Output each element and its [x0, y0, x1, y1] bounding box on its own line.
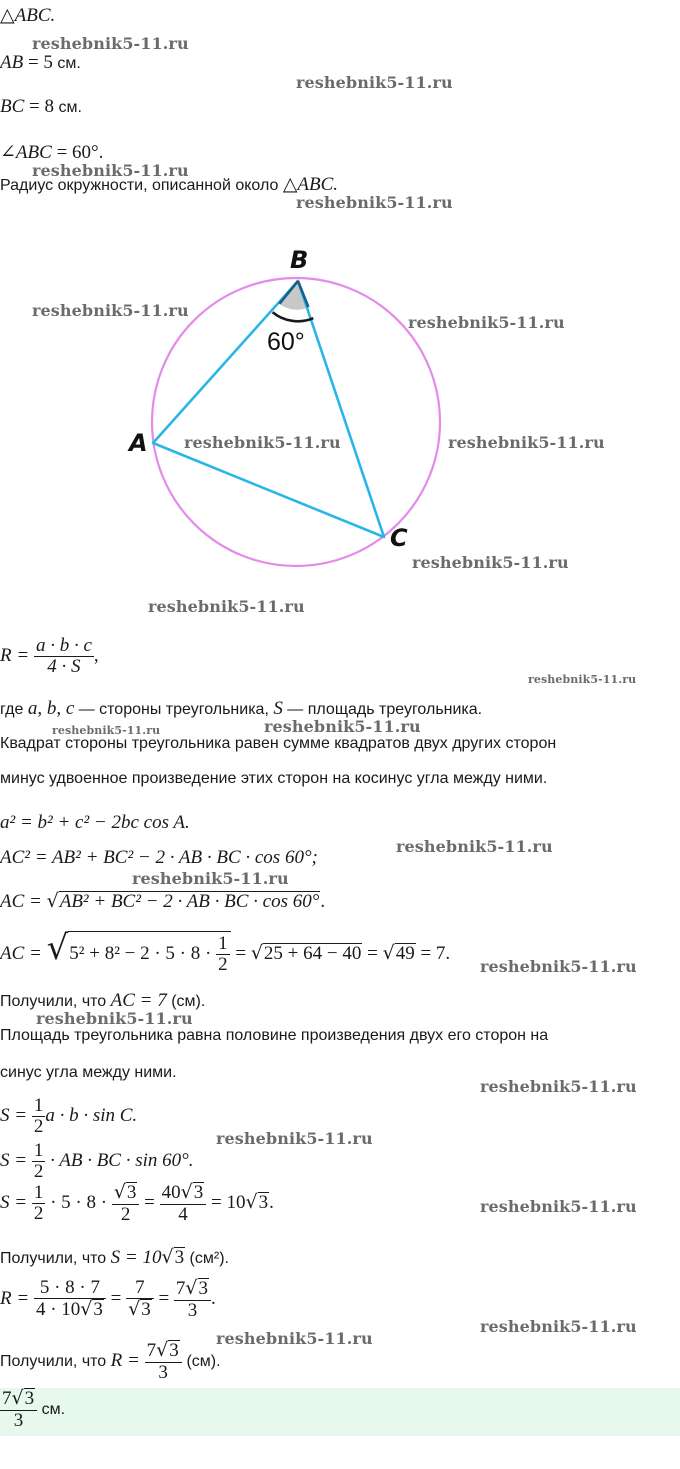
given-angle: ∠ABC = 60°. — [0, 142, 104, 163]
eq-ac-squared: AC² = AB² + BC² − 2 · AB · BC · cos 60°; — [0, 847, 318, 868]
watermark: reshebnik5-11.ru — [396, 837, 553, 856]
cosine-rule-line2: минус удвоенное произведение этих сторон на косинус угла между ними. — [0, 770, 548, 787]
watermark: reshebnik5-11.ru — [264, 717, 421, 736]
area-rule-line2: синус угла между ними. — [0, 1064, 177, 1081]
where-line: где a, b, c — стороны треугольника, S — площадь треугольника. — [0, 698, 483, 719]
watermark: reshebnik5-11.ru — [184, 433, 341, 452]
given-ab: AB = 5 см. — [0, 52, 81, 73]
result-ac: Получили, что AC = 7 (см). — [0, 990, 206, 1011]
watermark: reshebnik5-11.ru — [148, 597, 305, 616]
result-radius: Получили, что R = $\frac{7√3}{3}$ (см). — [0, 1339, 221, 1383]
watermark: reshebnik5-11.ru — [412, 553, 569, 572]
watermark: reshebnik5-11.ru — [296, 193, 453, 212]
watermark: reshebnik5-11.ru — [480, 1197, 637, 1216]
angle-label: 60° — [267, 328, 305, 356]
watermark: reshebnik5-11.ru — [132, 869, 289, 888]
watermark: reshebnik5-11.ru — [480, 1077, 637, 1096]
eq-area-general: S = $\frac{1}{2}$ a · b · sin C. — [0, 1095, 138, 1137]
watermark: reshebnik5-11.ru — [296, 73, 453, 92]
eq-area-numeric: S = $\frac{1}{2}$ · 5 · 8 · $\frac{√3}{2}$ = $\frac{40√3}{4}$ = 10√3. — [0, 1181, 274, 1225]
formula-r: R = $\frac{a \cdot b \cdot c}{4 \cdot S}$ , — [0, 635, 99, 677]
watermark: reshebnik5-11.ru — [32, 34, 189, 53]
angle-arc — [273, 312, 314, 321]
watermark: reshebnik5-11.ru — [32, 301, 189, 320]
eq-radius: R = $\frac{5 \cdot 8 \cdot 7}{4 \cdot 10√3}$ = $\frac{7}{√3}$ = $\frac{7√3}{3}$ . — [0, 1277, 216, 1321]
given-triangle: △ABC. — [0, 5, 56, 26]
vertex-c-label: C — [390, 524, 408, 552]
watermark: reshebnik5-11.ru — [216, 1329, 373, 1348]
answer-value: $\frac{7√3}{3}$ см. — [2, 1387, 66, 1431]
watermark: reshebnik5-11.ru — [216, 1129, 373, 1148]
watermark: reshebnik5-11.ru — [32, 161, 189, 180]
result-area: Получили, что S = 10√3 (см²). — [0, 1246, 229, 1268]
vertex-b-label: B — [290, 246, 309, 274]
eq-ac-root: AC = √AB² + BC² − 2 · AB · BC · cos 60°. — [0, 890, 326, 912]
watermark: reshebnik5-11.ru — [528, 673, 637, 686]
watermark: reshebnik5-11.ru — [480, 957, 637, 976]
eq-ac-numeric: AC = √5² + 8² − 2 · 5 · 8 · $\frac{1}{2}$ = √25 + 64 − 40 = √49 = 7. — [0, 928, 451, 976]
area-rule-line1: Площадь треугольника равна половине произведения двух его сторон на — [0, 1027, 549, 1044]
cosine-rule-line1: Квадрат стороны треугольника равен сумме квадратов двух других сторон — [0, 735, 557, 752]
watermark: reshebnik5-11.ru — [480, 1317, 637, 1336]
watermark: reshebnik5-11.ru — [408, 313, 565, 332]
watermark: reshebnik5-11.ru — [448, 433, 605, 452]
find-statement: Радиус окружности, описанной около △ABC. — [0, 174, 339, 195]
eq-area-sides: S = $\frac{1}{2}$ · AB · BC · sin 60°. — [0, 1140, 194, 1182]
watermark: reshebnik5-11.ru — [52, 724, 161, 737]
answer-box — [0, 1388, 680, 1436]
given-bc: BC = 8 см. — [0, 96, 82, 117]
watermark: reshebnik5-11.ru — [36, 1009, 193, 1028]
vertex-a-label: A — [129, 429, 148, 457]
eq-cosine-general: a² = b² + c² − 2bc cos A. — [0, 812, 190, 833]
